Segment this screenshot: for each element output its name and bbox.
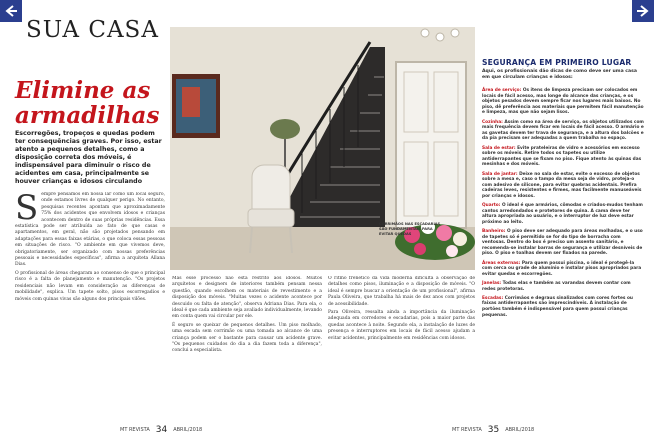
section-title: SUA CASA: [26, 17, 159, 43]
arrow-left-icon: [4, 4, 18, 18]
tip-item: [482, 146, 644, 168]
tip-heading: Sala de jantar:: [482, 171, 518, 177]
page-number: 34: [155, 425, 168, 435]
tip-heading: Escadas:: [482, 295, 504, 301]
tips-list: [482, 88, 644, 322]
tip-heading: Banheiro:: [482, 229, 506, 235]
page-number: 35: [487, 425, 500, 435]
footer-magazine-name: MT REVISTA: [120, 427, 150, 433]
tip-heading: Sala de estar:: [482, 145, 516, 151]
tip-item: [482, 172, 644, 200]
photo-caption: CORRIMÃOS NAS ESCADARIAS SÃO FUNDAMENTAIS PARA EVITAR QUEDAS: [379, 222, 441, 236]
tip-text: O ideal é que armários, cômodas e criados-mudos tenham cantos arredondados e protetores de quina. A cama deve ter altura apropriada ao usuário, e o interruptor de luz deve estar próximo ao leito.: [482, 203, 643, 225]
body-paragraph: Para Oliveira, ressalta ainda a importância da iluminação adequada em corredores e escadarias, pois a maior parte das quedas acontece à noite. Segundo ela, a instalação de luzes de presença e interruptores em locais de fácil acesso ajudam a evitar acidentes, principalmente em residências com idosos.: [328, 310, 475, 341]
body-paragraph: Mas esse processo não está restrito aos idosos. Muitos arquitetos e designers de interiores também pensam nessa questão, quando escolhem os materiais de revestimento e a disposição dos móveis. "Muitas vezes o acidente acontece por descuido ou falta de atenção", observa Adriana Dias. Para ela, o ideal é que cada ambiente seja avaliado individualmente, levando em conta quem vai circular por ele.: [172, 276, 322, 320]
sidebar-intro: Aqui, os profissionais dão dicas de como deve ser uma casa em que circulam crianças e idosos:: [482, 69, 637, 80]
body-column-3: [328, 276, 475, 418]
tip-text: Assim como na área de serviço, os objetos utilizados com mais frequência devem ficar em locais de fácil acesso. O armário e as gavetas devem ter trava de segurança, e a altura dos balcões e da pia precisam ser adequadas a quem trabalha no espaço.: [482, 119, 644, 142]
tip-text: Corrimãos e degraus sinalizados com cores fortes ou faixas antiderrapantes são imprescindíveis. A instalação de portões também é indispensável para quem possui crianças pequenas.: [482, 295, 633, 318]
tip-text: Os itens de limpeza precisam ser colocados em locais de fácil acesso, mas longe do alcance das crianças, e os objetos pesados devem sempre ficar nos lugares mais baixos. No piso, dê preferência aos materiais que permitem fácil manutenção e limpeza, mas que não sejam lisos.: [482, 88, 644, 116]
footer-date: ABRIL/2018: [505, 427, 535, 433]
body-paragraph: É seguro se queixar de pequenos detalhes. Um piso molhado, uma escada sem corrimão ou uma tomada ao alcance de uma criança podem ser o bastante para causar um acidente grave. "Os pequenos cuidados do dia a dia fazem toda a diferença", conclui a especialista.: [172, 322, 322, 354]
sidebar-title: SEGURANÇA EM PRIMEIRO LUGAR: [482, 58, 632, 67]
tip-item: [482, 88, 644, 116]
tip-heading: Áreas externas:: [482, 260, 521, 266]
footer-date: ABRIL/2018: [173, 427, 203, 433]
body-column-2: [172, 276, 322, 418]
tip-text: Deixe no sala de estar, evite o excesso de objetos sobre a mesa e, caso o tampo da mesa seja de vidro, proteja-o com adesivo de silicone, para evitar quebras acidentais. Prefira cadeiras leves, resistentes e firmes, mas facilmente manuseáveis por crianças e idosos.: [482, 171, 642, 199]
arrow-right-icon: [636, 4, 650, 18]
tip-item: [482, 203, 644, 225]
next-page-button[interactable]: [632, 0, 654, 22]
footer-right: [452, 425, 534, 435]
previous-page-button[interactable]: [0, 0, 22, 22]
tip-text: Todas elas e também as varandas devem contar com redes protetoras.: [482, 280, 631, 292]
tip-heading: Janelas:: [482, 280, 502, 286]
tip-text: Para quem possui piscina, o ideal é protegê-la com cerca ou grade de alumínio e instalar pisos apropriados para evitar quedas e escorregões.: [482, 260, 642, 277]
footer-magazine-name: MT REVISTA: [452, 427, 482, 433]
body-paragraph: empre pensamos em nossa lar como um local seguro, onde estamos livres de qualquer perigo. No entanto, pesquisas recentes apontam que aproximadamente 75% dos acidentes que envolvem idosos e crianças acontecem dentro de suas próprias residências. Essa estatística pode ser atribuída ao fato de que casas e apartamentos, em geral, não são projetados pensando em adaptações para essas faixas etárias, o que coloca essas pessoas em situações de risco. "O ambiente em que vivemos deve, obrigatoriamente, ser organizado com nossas preferências pessoais e necessidades específicas", afirma a arquiteta Allana Dias.: [15, 192, 165, 268]
drop-cap: S: [15, 192, 39, 228]
tip-heading: Quarto:: [482, 203, 501, 209]
tip-heading: Área de serviço:: [482, 88, 522, 93]
tip-heading: Cozinha:: [482, 119, 503, 125]
tip-text: O piso deve ser adequado para áreas molhadas, e o uso de tapetes só é permitido se for do tipo de borracha com ventosas. Dentro do box é preciso um assento sanitário, e recomenda-se instalar barras de segurança e utilizar desníveis de piso. O piso e toalhas devem ser fixados na parede.: [482, 229, 643, 257]
tip-item: [482, 120, 644, 142]
body-paragraph: O ritmo frenético da vida moderna dificulta a observação de detalhes como pisos, iluminação e a disposição de móveis. "O ideal é sempre buscar a orientação de um profissional", afirma Paula Oliveira, que trabalha há mais de dez anos com projetos de acessibilidade.: [328, 276, 475, 307]
article-deck: Escorregões, tropeços e quedas podem ter consequências graves. Por isso, estar atento a pequenos detalhes, como a disposição correta dos móveis, é indispensável para diminuir o risco de acidentes em casa, principalmente se houver crianças e idosos circulando: [15, 130, 162, 185]
footer-left: [120, 425, 202, 435]
body-column-1: [15, 192, 165, 418]
body-paragraph: O profissional de áreas chegaram ao consenso de que o principal risco é a falta de planejamento e manutenção. "Os projetos residenciais não levam em consideração as diferenças de mobilidade", explica. Um tapete solto, pisos escorregadios e móveis com quinas vivas são alguns dos principais vilões.: [15, 270, 165, 302]
tip-item: [482, 281, 644, 292]
article-headline: [15, 78, 165, 128]
tip-item: [482, 261, 644, 278]
tip-item: [482, 229, 644, 257]
tip-item: [482, 296, 644, 318]
headline-line-2: armadilhas: [15, 102, 160, 129]
tip-text: Evite prateleiras de vidro e acessórios em excesso sobre os móveis. Retire todos os tapetes ou utilize antiderrapantes que se fixam no piso. Fique atento às quinas das mesinhas e dos móveis.: [482, 145, 642, 168]
headline-line-1: Elimine as: [15, 77, 151, 104]
